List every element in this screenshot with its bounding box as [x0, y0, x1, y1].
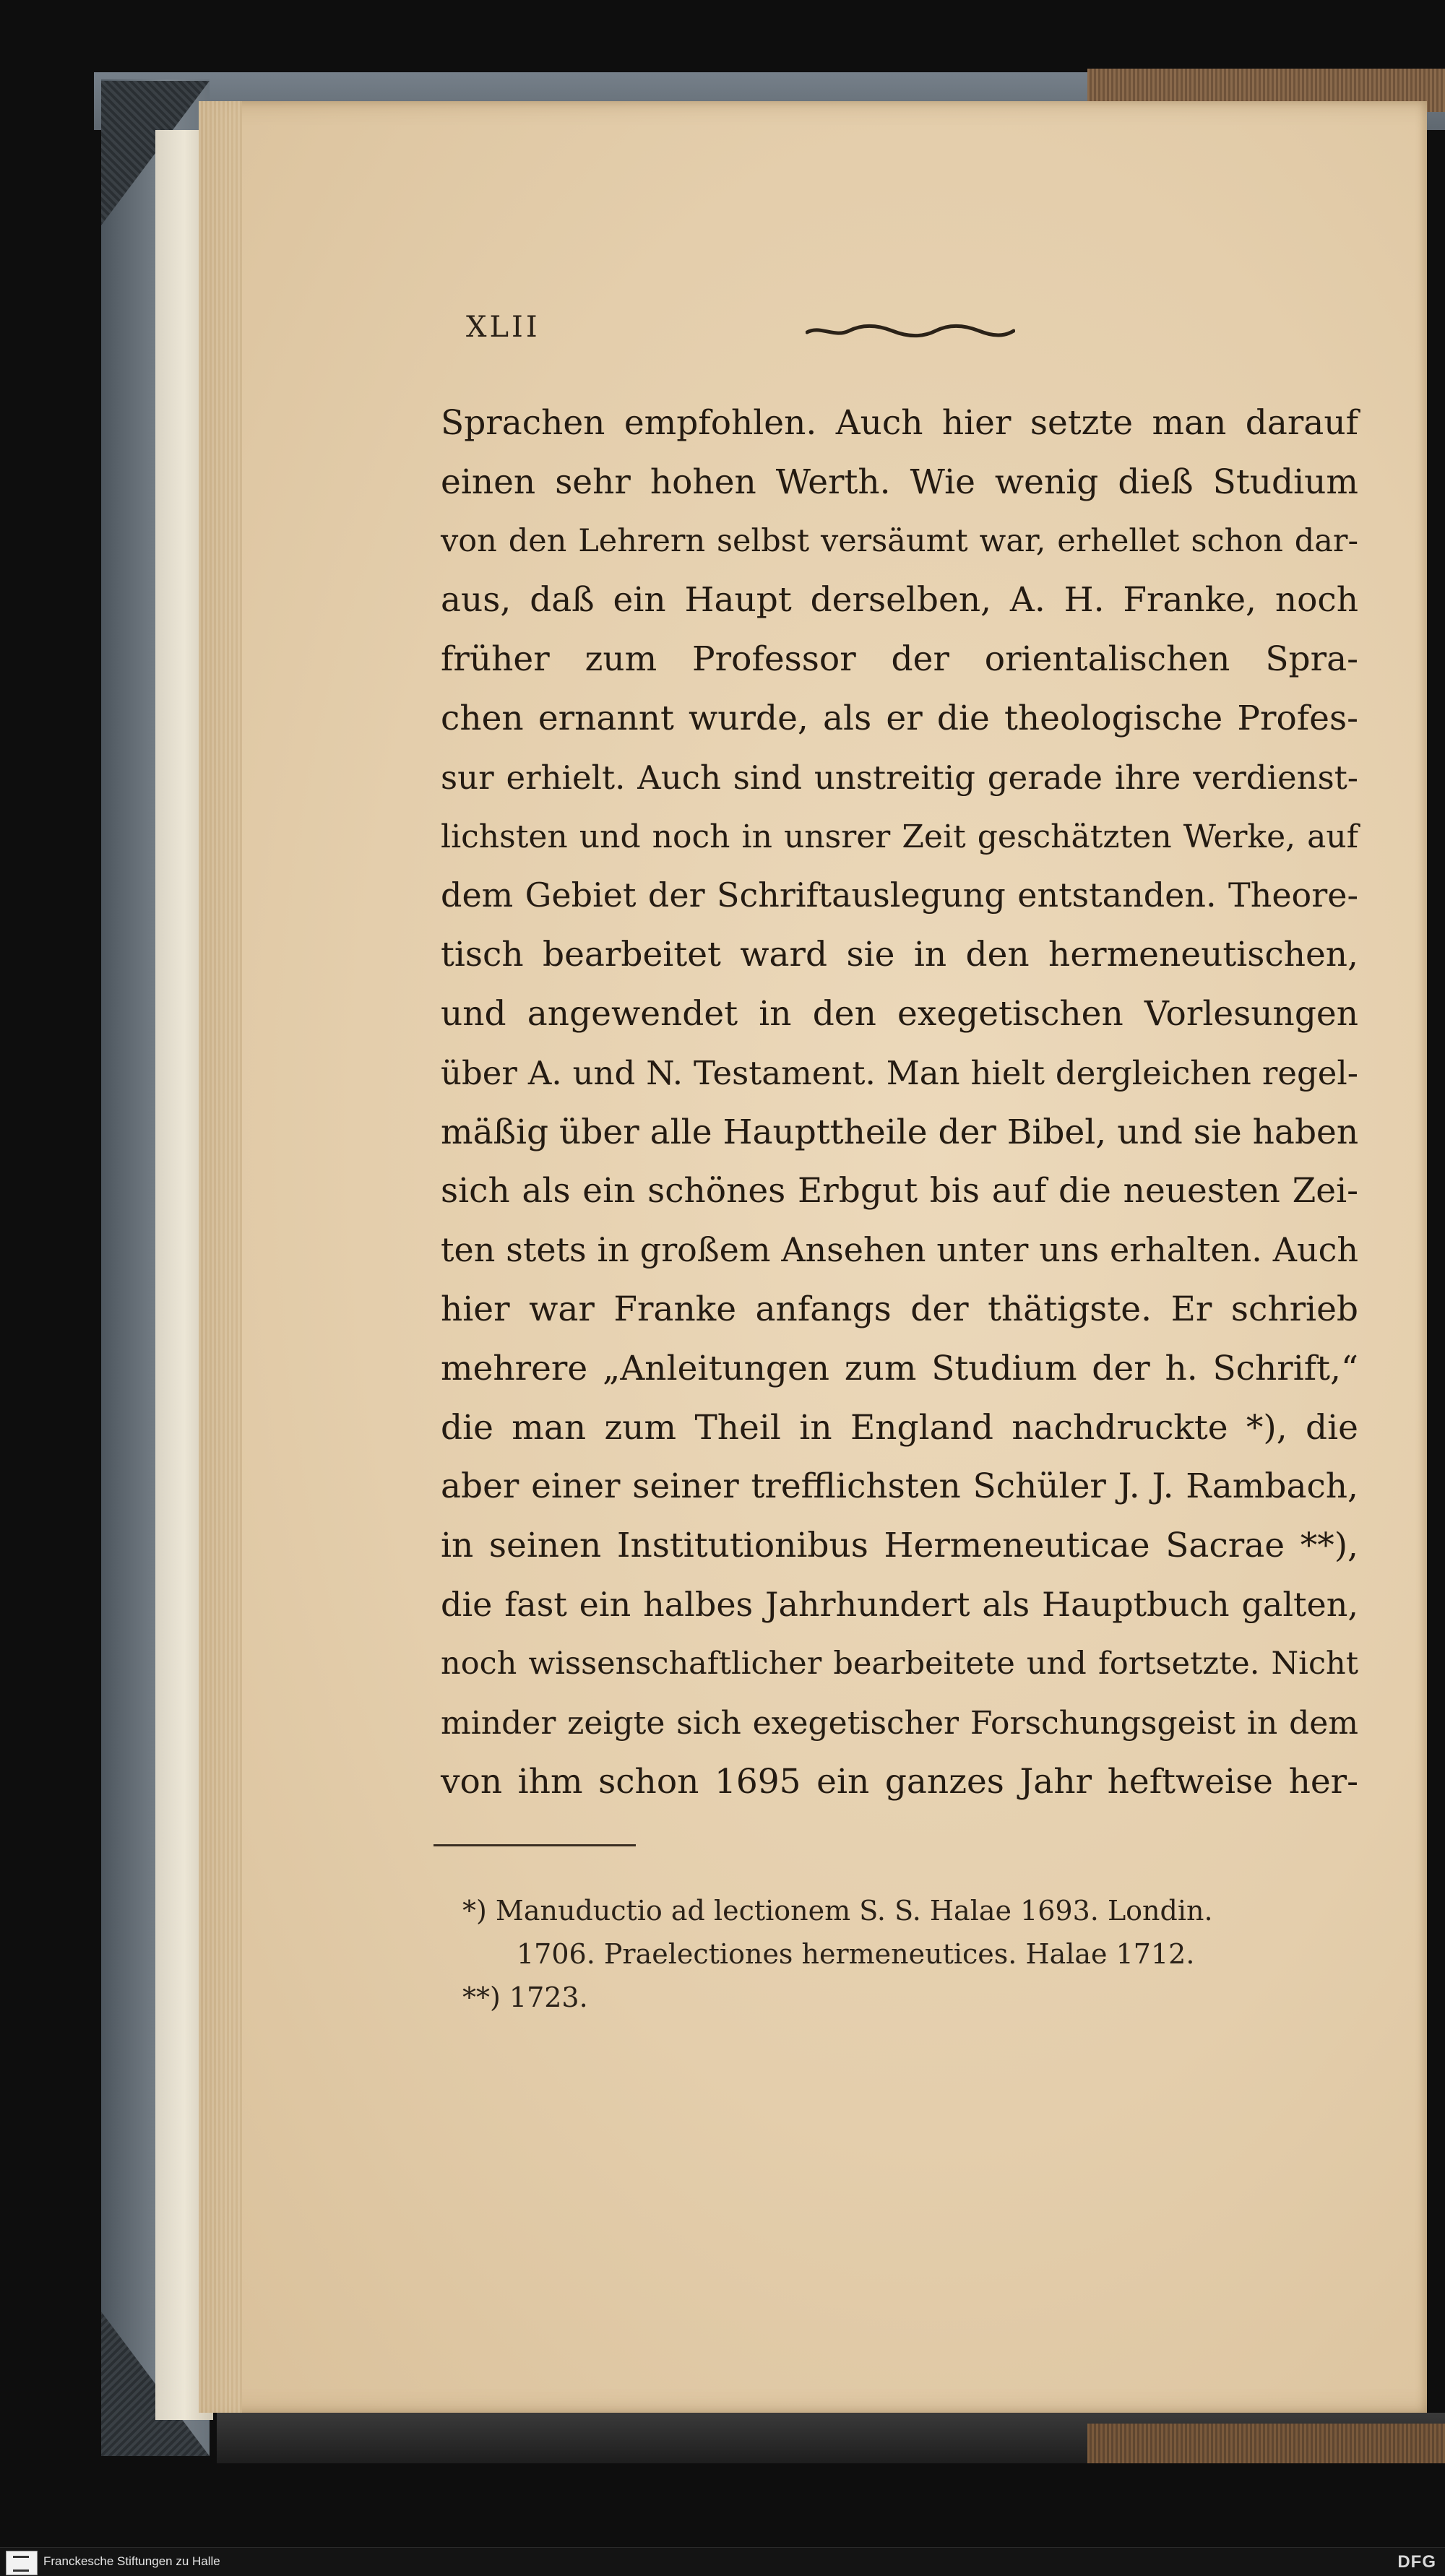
text-line: lichsten und noch in unsrer Zeit geschätzten Werke, auf: [441, 818, 1358, 855]
text-line: mäßig über alle Haupttheile der Bibel, und sie haben: [441, 1112, 1359, 1152]
text-line: aus, daß ein Haupt derselben, A. H. Franke, noch: [441, 580, 1358, 621]
text-line: einen sehr hohen Werth. Wie wenig dieß Studium: [441, 462, 1358, 502]
body-text: [441, 394, 1358, 1812]
text-line: mehrere „Anleitungen zum Studium der h. Schrift,“: [441, 1348, 1358, 1388]
footnote: *) Manuductio ad lectionem S. S. Halae 1693. Londin.: [462, 1895, 1213, 1927]
text-line: dem Gebiet der Schriftauslegung entstanden. Theore-: [441, 876, 1358, 915]
text-line: in seinen Institutionibus Hermeneuticae Sacrae **),: [441, 1526, 1358, 1566]
text-line: die fast ein halbes Jahrhundert als Hauptbuch galten,: [441, 1584, 1358, 1624]
page-gutter: [199, 101, 242, 2413]
ornament-rule-icon: [806, 322, 1015, 340]
footnote-divider: [434, 1844, 636, 1846]
funder-logo[interactable]: DFG: [1397, 2552, 1436, 2572]
text-line: aber einer seiner trefflichsten Schüler J. J. Rambach,: [441, 1466, 1358, 1507]
text-line: über A. und N. Testament. Man hielt dergleichen regel-: [441, 1053, 1358, 1092]
text-line: früher zum Professor der orientalischen Spra-: [441, 639, 1358, 680]
text-line: Sprachen empfohlen. Auch hier setzte man darauf: [441, 403, 1358, 443]
text-line: noch wissenschaftlicher bearbeitete und fortsetzte. Nicht: [441, 1645, 1358, 1682]
library-name[interactable]: Franckesche Stiftungen zu Halle: [43, 2554, 220, 2568]
book-spine-cloth-bottom: [1087, 2424, 1445, 2463]
text-line: von den Lehrern selbst versäumt war, erhellet schon dar-: [441, 522, 1358, 559]
text-line: hier war Franke anfangs der thätigste. Er schrieb: [441, 1289, 1358, 1329]
text-line: die man zum Theil in England nachdruckte *), die: [441, 1407, 1358, 1448]
footnote: **) 1723.: [462, 1981, 588, 2013]
page-number: XLII: [466, 311, 540, 344]
text-line: und angewendet in den exegetischen Vorlesungen: [441, 993, 1358, 1034]
page-header: [466, 311, 1369, 354]
text-line: chen ernannt wurde, als er die theologische Profes-: [441, 698, 1358, 738]
text-line: von ihm schon 1695 ein ganzes Jahr heftweise her-: [441, 1762, 1358, 1802]
footnotes: [462, 1889, 1358, 2019]
footnote-continuation: 1706. Praelectiones hermeneutices. Halae 1712.: [517, 1938, 1195, 1970]
text-line: minder zeigte sich exegetischer Forschungsgeist in dem: [441, 1704, 1358, 1742]
text-line: ten stets in großem Ansehen unter uns erhalten. Auch: [441, 1230, 1358, 1270]
library-emblem-icon[interactable]: [6, 2551, 38, 2575]
text-line: sich als ein schönes Erbgut bis auf die neuesten Zei-: [441, 1171, 1358, 1211]
text-line: sur erhielt. Auch sind unstreitig gerade ihre verdienst-: [441, 758, 1358, 797]
text-line: tisch bearbeitet ward sie in den hermeneutischen,: [441, 935, 1358, 975]
viewer-footer: [0, 2547, 1445, 2576]
